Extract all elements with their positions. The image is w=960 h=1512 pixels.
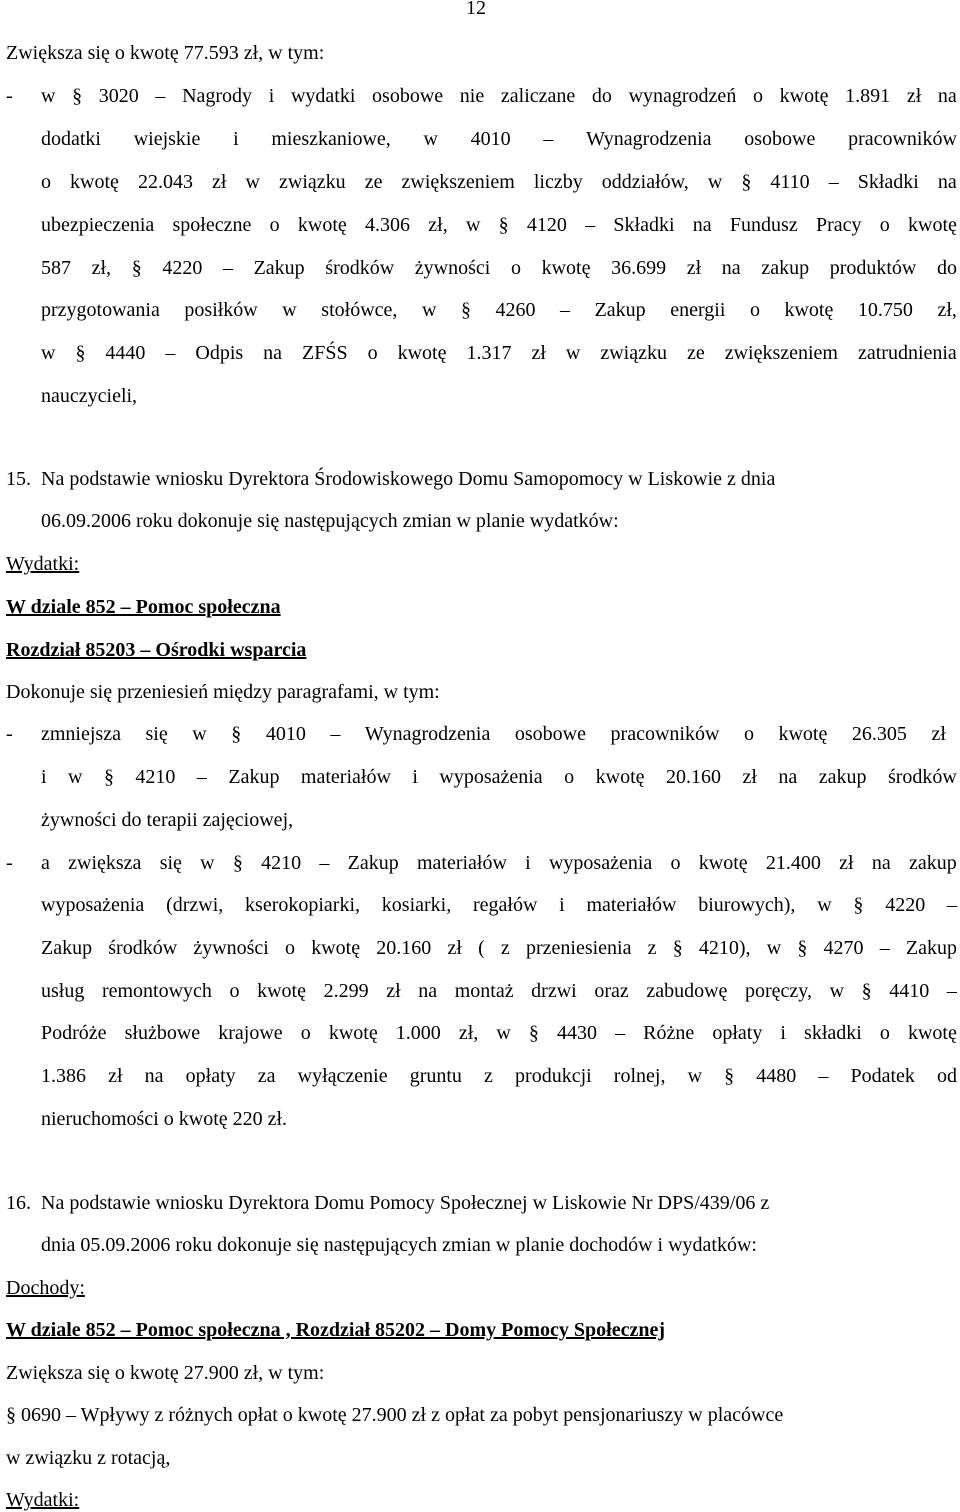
word: na (692, 214, 712, 236)
word: ubezpieczenia (41, 214, 155, 236)
word: usług (41, 980, 85, 1002)
word: na (418, 980, 438, 1002)
word: środków (887, 766, 957, 788)
word: w (565, 342, 581, 364)
expenses-heading: Wydatki: (6, 553, 80, 575)
word: Nagrody (182, 85, 253, 107)
word: opłaty (712, 1022, 763, 1044)
word: przeniesienia (525, 937, 632, 959)
word: 21.400 (765, 852, 821, 874)
word: 1.317 (466, 342, 512, 364)
word: 587 (41, 257, 71, 279)
bullet-line (41, 765, 957, 789)
word: żywności (414, 257, 491, 279)
word: o (749, 299, 760, 321)
word: zł (742, 766, 757, 788)
word: pracowników (610, 723, 720, 745)
word: Zakup (594, 299, 646, 321)
word: zł (447, 937, 462, 959)
word: zakup (818, 766, 867, 788)
word: wynagrodzeń (628, 85, 737, 107)
word: 4270 (823, 937, 864, 959)
word: 3020 (98, 85, 139, 107)
word: § (231, 723, 242, 745)
word: o (743, 723, 754, 745)
word: kserokopiarki, (245, 894, 361, 916)
word: osobowe (514, 723, 586, 745)
word: zł (531, 342, 546, 364)
word: kwotę (311, 937, 361, 959)
word: Pracy (815, 214, 862, 236)
word: zł (931, 723, 946, 745)
word: § (853, 894, 864, 916)
word: 4220 (885, 894, 926, 916)
section-16-item-line: § 0690 – Wpływy z różnych opłat o kwotę 27.900 zł z opłat za pobyt pensjonariuszy w placówce (6, 1404, 784, 1426)
word: a (41, 852, 50, 874)
word: o (879, 214, 890, 236)
dzial-heading: W dziale 852 – Pomoc społeczna (6, 596, 281, 618)
bullet-line (41, 722, 946, 746)
word: w (282, 299, 297, 321)
word: Zakup (228, 766, 280, 788)
word: 4440 (105, 342, 146, 364)
word: w (465, 214, 481, 236)
word: nie (459, 85, 485, 107)
word: o (269, 214, 280, 236)
word: wydatki (290, 85, 356, 107)
word: i (412, 766, 418, 788)
word: materiałów (416, 852, 507, 874)
word: zwiększa (68, 852, 142, 874)
word: o (367, 342, 378, 364)
word: – (543, 128, 554, 150)
word: na (144, 1065, 164, 1087)
word: środków (325, 257, 395, 279)
word: w (41, 85, 56, 107)
word: kosiarki, (381, 894, 452, 916)
word: związku (279, 171, 346, 193)
word: z (484, 1065, 493, 1087)
word: 4210), (698, 937, 751, 959)
word: kwotę (907, 1022, 957, 1044)
section-14-line (41, 170, 957, 194)
word: Zakup (347, 852, 399, 874)
bullet-marker: - (6, 85, 13, 107)
word: – (165, 342, 176, 364)
word: produktów (829, 257, 917, 279)
word: 1.386 (41, 1065, 86, 1087)
word: zł, (428, 214, 448, 236)
bullet-line (41, 936, 957, 960)
word: poręczy, (745, 980, 812, 1002)
word: w (200, 852, 215, 874)
word: krajowe (218, 1022, 283, 1044)
word: liczby (533, 171, 583, 193)
word: o (229, 980, 240, 1002)
word: wyposażenia (548, 852, 653, 874)
word: rolnej, (613, 1065, 666, 1087)
word: produkcji (515, 1065, 592, 1087)
word: stołówce, (321, 299, 398, 321)
bullet-last-line: żywności do terapii zajęciowej, (41, 809, 294, 831)
word: 20.160 (376, 937, 432, 959)
section-15-line: Na podstawie wniosku Dyrektora Środowiskowego Domu Samopomocy w Liskowie z dnia (41, 468, 776, 490)
word: ze (686, 342, 705, 364)
word: zakup (909, 852, 957, 874)
word: drzwi (531, 980, 577, 1002)
bullet-last-line: nieruchomości o kwotę 220 zł. (41, 1108, 288, 1130)
word: w (41, 342, 56, 364)
word: § (741, 171, 752, 193)
bullet-marker: - (6, 852, 13, 874)
bullet-line (41, 979, 957, 1003)
word: w (687, 1065, 703, 1087)
word: i (268, 85, 275, 107)
word: 1.891 (845, 85, 891, 107)
word: i (233, 128, 239, 150)
word: 4210 (135, 766, 176, 788)
word: 2.299 (323, 980, 369, 1002)
word: zatrudnienia (857, 342, 957, 364)
word: Różne (643, 1022, 695, 1044)
word: § (72, 85, 83, 107)
section-14-intro: Zwiększa się o kwotę 77.593 zł, w tym: (6, 42, 325, 64)
word: na (263, 342, 283, 364)
word: 4010 (265, 723, 306, 745)
section-14-line (41, 213, 957, 237)
word: – (222, 257, 233, 279)
word: i (41, 766, 47, 788)
bullet-line (41, 1021, 957, 1045)
word: od (937, 1065, 957, 1087)
section-16-intro: Zwiększa się o kwotę 27.900 zł, w tym: (6, 1362, 325, 1384)
word: o (510, 257, 521, 279)
word: z (647, 937, 657, 959)
word: montaż (454, 980, 514, 1002)
word: zwiększeniem (401, 171, 515, 193)
word: 4430 (557, 1022, 597, 1044)
word: – (879, 937, 890, 959)
word: na (721, 257, 741, 279)
word: § (724, 1065, 735, 1087)
word: w (817, 894, 832, 916)
section-14-line (41, 298, 957, 322)
expenses-heading: Wydatki: (6, 1489, 80, 1511)
word: kwotę (779, 85, 829, 107)
word: przygotowania (41, 299, 160, 321)
word: remontowych (101, 980, 212, 1002)
word: o (41, 171, 51, 193)
word: – (818, 1065, 829, 1087)
word: kwotę (778, 723, 828, 745)
word: w (68, 766, 83, 788)
word: § (131, 257, 142, 279)
word: 1.000 (395, 1022, 441, 1044)
word: Podatek (850, 1065, 915, 1087)
section-14-line (41, 127, 957, 151)
word: o (879, 1022, 890, 1044)
word: – (330, 723, 341, 745)
word: zabudowę (646, 980, 728, 1002)
rozdzial-heading: Rozdział 85203 – Ośrodki wsparcia (6, 639, 307, 661)
word: wyłączenie (297, 1065, 388, 1087)
word: 4.306 (365, 214, 411, 236)
word: § (103, 766, 114, 788)
word: 10.750 (857, 299, 913, 321)
word: na (937, 85, 957, 107)
word: zł (839, 852, 854, 874)
section-14-line (41, 84, 957, 108)
section-16-line: Na podstawie wniosku Dyrektora Domu Pomocy Społecznej w Liskowie Nr DPS/439/06 z (41, 1192, 770, 1214)
word: § (672, 937, 683, 959)
word: w (829, 980, 845, 1002)
word: – (155, 85, 166, 107)
word: żywności (193, 937, 269, 959)
word: kwotę (257, 980, 306, 1002)
word: kwotę (397, 342, 447, 364)
word: § (498, 214, 509, 236)
word: o (300, 1022, 311, 1044)
word: Podróże (41, 1022, 107, 1044)
word: kwotę (70, 171, 119, 193)
word: składki (804, 1022, 862, 1044)
word: materiałów (300, 766, 391, 788)
word: wyposażenia (41, 894, 145, 916)
word: zł (386, 980, 401, 1002)
word: zł, (937, 299, 957, 321)
word: § (797, 937, 808, 959)
bullet-line (41, 893, 957, 917)
word: oraz (594, 980, 629, 1002)
word: opłaty (185, 1065, 236, 1087)
word: 4480 (756, 1065, 797, 1087)
word: posiłków (184, 299, 258, 321)
word: wyposażenia (439, 766, 543, 788)
section-15-intro: Dokonuje się przeniesień między paragrafami, w tym: (6, 681, 440, 703)
word: 36.699 (611, 257, 667, 279)
word: kwotę (297, 214, 347, 236)
word: w (192, 723, 207, 745)
dzial-rozdzial-heading: W dziale 852 – Pomoc społeczna , Rozdział 85202 – Domy Pomocy Społecznej (6, 1319, 665, 1341)
word: kwotę (595, 766, 645, 788)
word: 4220 (162, 257, 203, 279)
word: § (75, 342, 86, 364)
word: się (145, 723, 168, 745)
word: materiałów (586, 894, 677, 916)
word: i (780, 1022, 786, 1044)
section-14-line (41, 341, 957, 365)
word: zł (686, 257, 702, 279)
word: w (421, 299, 437, 321)
word: w (245, 171, 260, 193)
word: się (159, 852, 182, 874)
word: osobowe (372, 85, 444, 107)
word: zł, (458, 1022, 479, 1044)
section-15-line: 06.09.2006 roku dokonuje się następujących zmian w planie wydatków: (41, 510, 619, 532)
income-heading: Dochody: (6, 1277, 85, 1299)
word: i (559, 894, 565, 916)
section-15-number: 15. (6, 468, 31, 490)
word: § (861, 980, 872, 1002)
word: zaliczane (500, 85, 576, 107)
word: do (937, 257, 957, 279)
word: 4110 (770, 171, 810, 193)
word: energii (670, 299, 726, 321)
word: zakup (761, 257, 810, 279)
bullet-marker: - (6, 723, 13, 745)
section-14-last-line: nauczycieli, (41, 385, 138, 407)
word: § (460, 299, 471, 321)
word: – (585, 214, 596, 236)
word: kwotę (541, 257, 591, 279)
word: kwotę (784, 299, 834, 321)
word: za (257, 1065, 276, 1087)
word: 4410 (889, 980, 930, 1002)
word: zł (212, 171, 227, 193)
word: i (525, 852, 531, 874)
word: Zakup (905, 937, 957, 959)
word: regałów (472, 894, 538, 916)
word: (drzwi, (166, 894, 224, 916)
word: do (591, 85, 612, 107)
word: 4260 (495, 299, 536, 321)
word: o (752, 85, 763, 107)
word: Składki (857, 171, 919, 193)
word: § (528, 1022, 539, 1044)
word: w (707, 171, 723, 193)
word: kwotę (698, 852, 748, 874)
word: 20.160 (665, 766, 721, 788)
word: kwotę (328, 1022, 378, 1044)
word: o (285, 937, 296, 959)
word: zł (108, 1065, 123, 1087)
word: Odpis (195, 342, 244, 364)
word: – (196, 766, 207, 788)
word: 4210 (261, 852, 302, 874)
word: ( (478, 937, 485, 959)
word: służbowe (124, 1022, 201, 1044)
word: § (232, 852, 243, 874)
word: Wynagrodzenia (364, 723, 491, 745)
word: – (828, 171, 839, 193)
word: – (615, 1022, 626, 1044)
word: z (500, 937, 510, 959)
word: 26.305 (851, 723, 907, 745)
word: 4010 (470, 128, 511, 150)
word: zł (906, 85, 922, 107)
word: społeczne (172, 214, 252, 236)
bullet-line (41, 851, 957, 875)
section-16-number: 16. (6, 1192, 31, 1214)
word: pracowników (848, 128, 957, 150)
word: – (946, 894, 957, 916)
word: ze (364, 171, 383, 193)
word: gruntu (409, 1065, 462, 1087)
word: w (766, 937, 782, 959)
word: na (778, 766, 798, 788)
section-16-line: dnia 05.09.2006 roku dokonuje się następujących zmian w planie dochodów i wydatków: (41, 1234, 757, 1256)
word: Składki (613, 214, 675, 236)
word: Zakup (253, 257, 305, 279)
page-number: 12 (466, 0, 486, 19)
word: związku (600, 342, 667, 364)
word: o (564, 766, 575, 788)
word: zmniejsza (41, 723, 121, 745)
word: w (423, 128, 438, 150)
word: 22.043 (137, 171, 193, 193)
word: dodatki (41, 128, 101, 150)
word: osobowe (744, 128, 816, 150)
section-16-item-line: w związku z rotacją, (6, 1447, 171, 1469)
word: biurowych), (698, 894, 796, 916)
word: Fundusz (729, 214, 798, 236)
word: o (670, 852, 681, 874)
word: środków (108, 937, 178, 959)
word: – (560, 299, 571, 321)
word: ZFŚS (302, 342, 348, 364)
word: Zakup (41, 937, 93, 959)
word: kwotę (908, 214, 957, 236)
word: mieszkaniowe, (271, 128, 391, 150)
word: wiejskie (133, 128, 201, 150)
bullet-line (41, 1064, 957, 1088)
word: Wynagrodzenia (586, 128, 712, 150)
section-14-line (41, 256, 957, 280)
word: – (319, 852, 330, 874)
word: 4120 (526, 214, 567, 236)
word: na (937, 171, 957, 193)
word: na (871, 852, 891, 874)
word: zwiększeniem (724, 342, 838, 364)
word: zł, (91, 257, 112, 279)
word: – (946, 980, 957, 1002)
word: oddziałów, (601, 171, 689, 193)
word: w (496, 1022, 511, 1044)
